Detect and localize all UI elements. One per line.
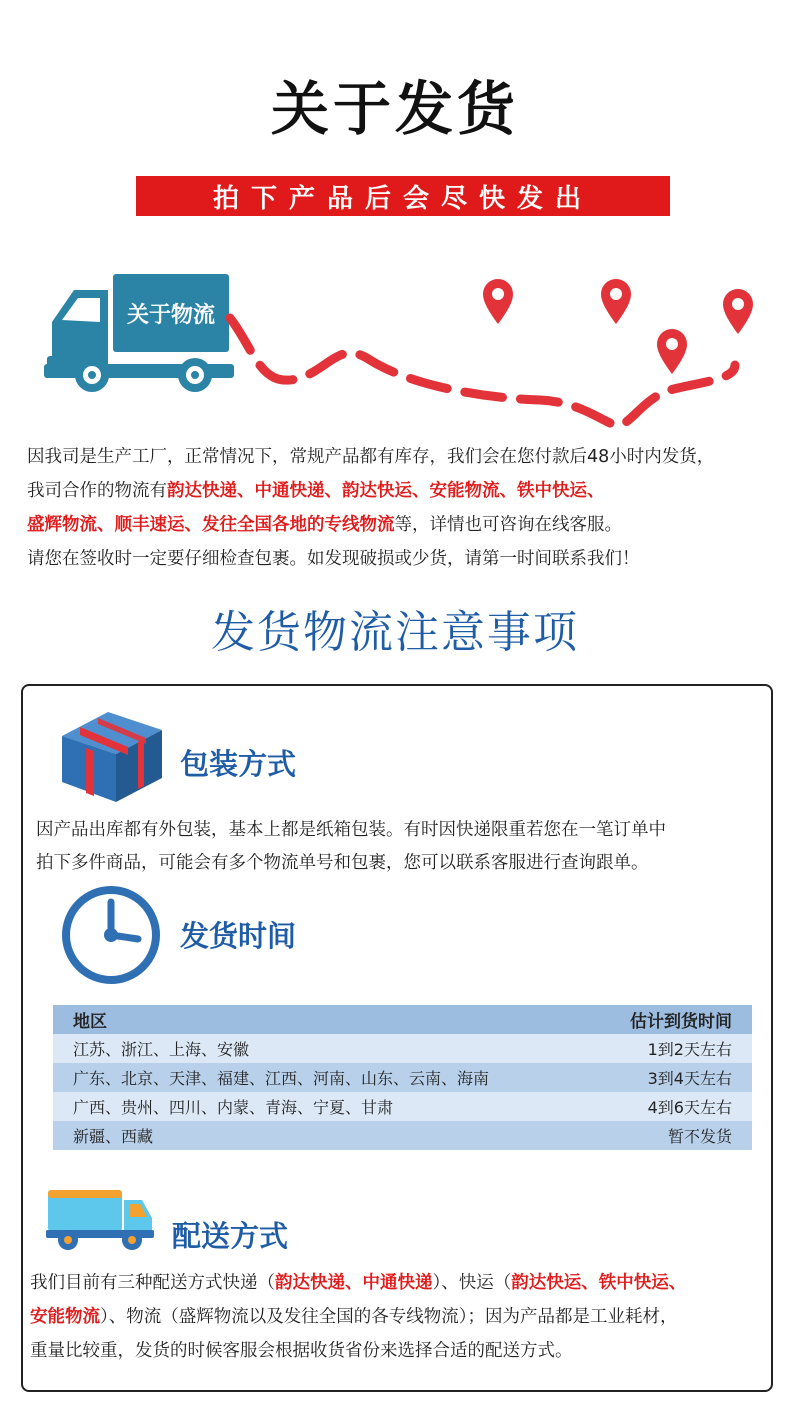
region-cell: 广东、北京、天津、福建、江西、河南、山东、云南、海南 <box>53 1063 586 1092</box>
delivery-line: 安能物流）、物流（盛辉物流以及发往全国的各专线物流）；因为产品都是工业耗材， <box>30 1307 678 1327</box>
shipping-time-heading: 发货时间 <box>180 919 297 953</box>
location-pin-icon <box>601 279 631 324</box>
intro-line: 我司合作的物流有韵达快递、中通快递、韵达快运、安能物流、铁中快运、 <box>27 481 605 501</box>
intro-line: 请您在签收时一定要仔细检查包裹。如发现破损或少货，请第一时间联系我们！ <box>27 549 640 569</box>
intro-line: 盛辉物流、顺丰速运、发往全国各地的专线物流等，详情也可咨询在线客服。 <box>27 515 622 535</box>
truck-label: 关于物流 <box>126 302 215 328</box>
location-pin-icon <box>657 329 687 374</box>
table-header-row <box>53 1005 752 1034</box>
delivery-time-table <box>53 1005 752 1150</box>
table-row <box>53 1092 752 1121</box>
delivery-text <box>30 1266 686 1368</box>
packaging-line: 因产品出库都有外包装，基本上都是纸箱包装。有时因快递限重若您在一笔订单中 <box>36 820 666 840</box>
region-cell: 新疆、西藏 <box>53 1121 586 1150</box>
time-cell: 3到4天左右 <box>586 1063 752 1092</box>
carrier-list: 韵达快递、中通快递、韵达快运、安能物流、铁中快运、 <box>167 481 605 501</box>
packaging-text <box>36 814 666 880</box>
packaging-line: 拍下多件商品，可能会有多个物流单号和包裹，您可以联系客服进行查询跟单。 <box>36 853 649 873</box>
delivery-line: 我们目前有三种配送方式快递（韵达快递、中通快递）、快运（韵达快运、铁中快运、 <box>30 1273 687 1293</box>
location-pin-icon <box>483 279 513 324</box>
intro-line: 因我司是生产工厂，正常情况下，常规产品都有库存，我们会在您付款后48小时内发货， <box>27 447 715 467</box>
column-header-region: 地区 <box>53 1005 586 1034</box>
region-cell: 广西、贵州、四川、内蒙、青海、宁夏、甘肃 <box>53 1092 586 1121</box>
section-title: 发货物流注意事项 <box>211 607 579 658</box>
location-pin-icon <box>723 289 753 334</box>
delivery-heading: 配送方式 <box>172 1219 289 1253</box>
table-row <box>53 1034 752 1063</box>
delivery-truck-icon <box>46 1186 156 1252</box>
region-cell: 江苏、浙江、上海、安徽 <box>53 1034 586 1063</box>
page-title: 关于发货 <box>270 75 519 143</box>
intro-paragraph <box>27 440 777 576</box>
package-box-icon <box>58 706 166 806</box>
time-cell: 1到2天左右 <box>586 1034 752 1063</box>
time-cell: 4到6天左右 <box>586 1092 752 1121</box>
table-row <box>53 1121 752 1150</box>
promise-banner: 拍下产品后会尽快发出 <box>136 176 670 216</box>
delivery-line: 重量比较重，发货的时候客服会根据收货省份来选择合适的配送方式。 <box>30 1341 573 1361</box>
packaging-heading: 包装方式 <box>180 747 297 781</box>
column-header-time: 估计到货时间 <box>586 1005 752 1034</box>
table-row <box>53 1063 752 1092</box>
carrier-list: 盛辉物流、顺丰速运、发往全国各地的专线物流 <box>27 515 395 535</box>
clock-icon <box>60 884 162 986</box>
time-cell: 暂不发货 <box>586 1121 752 1150</box>
